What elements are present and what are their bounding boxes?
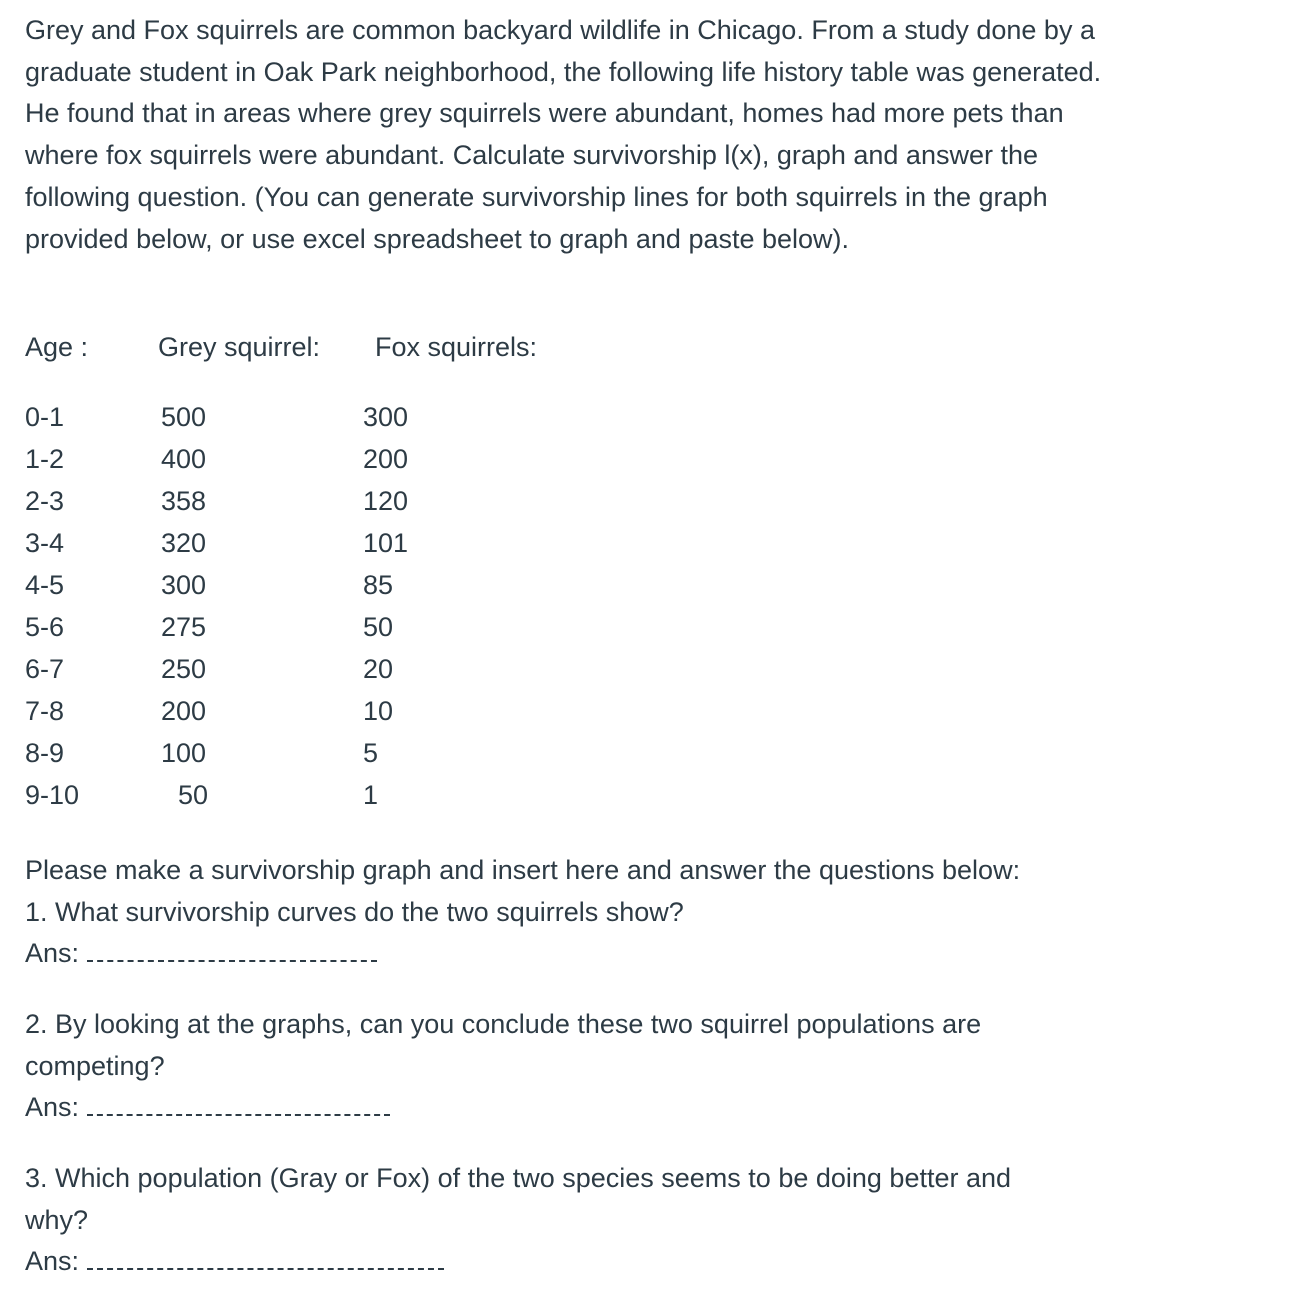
fox-count-cell: 85: [363, 570, 394, 600]
grey-count-cell: 320: [161, 528, 207, 558]
answer-3-blank[interactable]: [87, 1252, 444, 1270]
age-cell: 9-10: [25, 780, 80, 810]
fox-count-cell: 5: [363, 738, 379, 768]
grey-count-cell: 300: [161, 570, 207, 600]
grey-count-cell: 500: [161, 402, 207, 432]
header-age: Age :: [25, 332, 89, 362]
instructions-text: Please make a survivorship graph and insert here and answer the questions below:: [25, 855, 1021, 885]
fox-count-cell: 120: [363, 486, 409, 516]
question-2-text-cont: competing?: [25, 1050, 165, 1081]
age-cell: 6-7: [25, 654, 65, 684]
age-cell: 4-5: [25, 570, 65, 600]
header-grey-squirrel: Grey squirrel:: [158, 332, 321, 362]
fox-count-cell: 10: [363, 696, 394, 726]
question-3-text: 3. Which population (Gray or Fox) of the two species seems to be doing better and: [25, 1163, 1012, 1193]
age-cell: 0-1: [25, 402, 65, 432]
grey-count-cell: 250: [161, 654, 207, 684]
age-cell: 8-9: [25, 738, 65, 768]
grey-count-cell: 200: [161, 696, 207, 726]
table-row: [25, 486, 525, 528]
question-1-block: [25, 850, 1125, 975]
fox-count-cell: 20: [363, 654, 394, 684]
header-fox-squirrels: Fox squirrels:: [375, 332, 538, 362]
grey-count-cell: 275: [161, 612, 207, 642]
table-row: [25, 528, 525, 570]
grey-count-cell: 100: [161, 738, 207, 768]
table-row: [25, 696, 525, 738]
question-3-text-cont: why?: [25, 1204, 89, 1235]
question-1-text: 1. What survivorship curves do the two squirrels show?: [25, 896, 684, 927]
fox-count-cell: 50: [363, 612, 394, 642]
fox-count-cell: 200: [363, 444, 409, 474]
answer-2-row: [25, 1087, 1125, 1129]
table-row: [25, 402, 525, 444]
answer-1-row: [25, 933, 1125, 975]
answer-1-label: Ans:: [25, 938, 80, 969]
table-row: [25, 780, 525, 822]
grey-count-cell: 400: [161, 444, 207, 474]
question-2-text: 2. By looking at the graphs, can you conclude these two squirrel populations are: [25, 1009, 982, 1039]
age-cell: 5-6: [25, 612, 65, 642]
age-cell: 1-2: [25, 444, 65, 474]
answer-2-label: Ans:: [25, 1092, 80, 1123]
intro-paragraph: Grey and Fox squirrels are common backyard wildlife in Chicago. From a study done by a graduate student in Oak Park neighborhood, the following life history table was generated. He found that in areas where grey squirrels were abundant, homes had more pets than where fox squirrels were abundant. Calculate survivorship l(x), graph and answer the following question. (You can generate survivorship lines for both squirrels in the graph provided below, or use excel spreadsheet to graph and paste below).: [25, 15, 1102, 254]
question-2-block: [25, 1004, 1125, 1129]
grey-count-cell: 358: [161, 486, 207, 516]
fox-count-cell: 300: [363, 402, 409, 432]
fox-count-cell: 101: [363, 528, 409, 558]
answer-2-blank[interactable]: [87, 1098, 390, 1116]
age-cell: 7-8: [25, 696, 65, 726]
question-3-block: [25, 1158, 1125, 1283]
answer-1-blank[interactable]: [87, 944, 377, 962]
table-row: [25, 612, 525, 654]
age-cell: 3-4: [25, 528, 65, 558]
fox-count-cell: 1: [363, 780, 379, 810]
age-cell: 2-3: [25, 486, 65, 516]
table-row: [25, 444, 525, 486]
table-row: [25, 570, 525, 612]
grey-count-cell: 50: [178, 780, 209, 810]
table-row: [25, 654, 525, 696]
table-row: [25, 738, 525, 780]
answer-3-label: Ans:: [25, 1246, 80, 1277]
answer-3-row: [25, 1241, 1125, 1283]
